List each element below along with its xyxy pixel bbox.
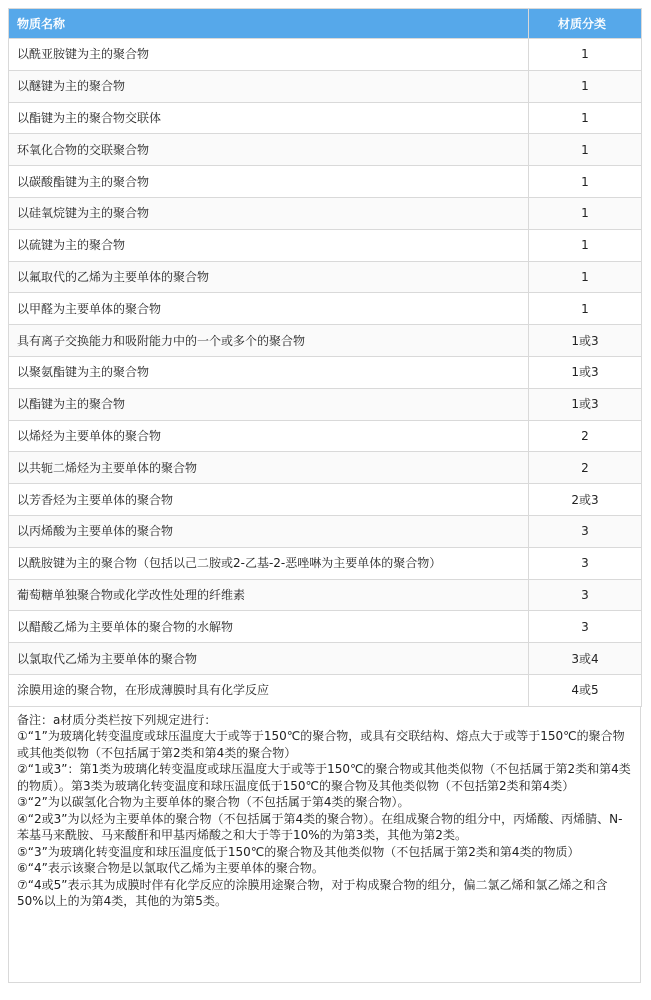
table-row bbox=[9, 293, 642, 325]
table-row bbox=[9, 611, 642, 643]
table-row bbox=[9, 197, 642, 229]
material-class-cell: 1或3 bbox=[529, 325, 642, 357]
table-row bbox=[9, 643, 642, 675]
material-classification-table bbox=[8, 8, 642, 707]
material-class-cell: 4或5 bbox=[529, 674, 642, 706]
notes-section bbox=[8, 707, 641, 983]
table-row bbox=[9, 579, 642, 611]
material-class-cell: 3或4 bbox=[529, 643, 642, 675]
notes-title: 备注：a材质分类栏按下列规定进行： bbox=[17, 712, 217, 727]
material-class-cell: 1 bbox=[529, 102, 642, 134]
table-row bbox=[9, 515, 642, 547]
note-item-6: ⑥“4”表示该聚合物是以氯取代乙烯为主要单体的聚合物。 bbox=[17, 861, 324, 876]
note-item-3: ③“2”为以碳氢化合物为主要单体的聚合物（不包括属于第4类的聚合物）。 bbox=[17, 795, 410, 810]
table-row bbox=[9, 674, 642, 706]
substance-name-cell: 以烯烃为主要单体的聚合物 bbox=[9, 420, 529, 452]
material-class-cell: 1 bbox=[529, 39, 642, 71]
note-item-5: ⑤“3”为玻璃化转变温度和球压温度低于150℃的聚合物及其他类似物（不包括属于第2类和第4类的物质） bbox=[17, 844, 580, 859]
substance-name-cell: 以氟取代的乙烯为主要单体的聚合物 bbox=[9, 261, 529, 293]
table-header-row bbox=[9, 9, 642, 39]
table-row bbox=[9, 166, 642, 198]
material-class-cell: 1 bbox=[529, 229, 642, 261]
substance-name-cell: 以酯键为主的聚合物交联体 bbox=[9, 102, 529, 134]
material-class-cell: 2或3 bbox=[529, 484, 642, 516]
header-substance-name: 物质名称 bbox=[9, 9, 529, 39]
header-material-class: 材质分类 bbox=[529, 9, 642, 39]
material-class-cell: 3 bbox=[529, 579, 642, 611]
material-class-cell: 1 bbox=[529, 134, 642, 166]
table-body bbox=[9, 39, 642, 707]
note-item-2: ②“1或3”：第1类为玻璃化转变温度或球压温度大于或等于150℃的聚合物或其他类似物（不包括属于第2类和第4类的物质）。第3类为玻璃化转变温度和球压温度低于150℃的聚合物及其他类似物（不包括第2类和第4类） bbox=[17, 762, 631, 793]
material-class-cell: 3 bbox=[529, 611, 642, 643]
substance-name-cell: 葡萄糖单独聚合物或化学改性处理的纤维素 bbox=[9, 579, 529, 611]
substance-name-cell: 以硅氧烷键为主的聚合物 bbox=[9, 197, 529, 229]
material-class-cell: 1 bbox=[529, 166, 642, 198]
substance-name-cell: 以共轭二烯烃为主要单体的聚合物 bbox=[9, 452, 529, 484]
substance-name-cell: 以碳酸酯键为主的聚合物 bbox=[9, 166, 529, 198]
material-class-cell: 3 bbox=[529, 515, 642, 547]
material-class-cell: 2 bbox=[529, 420, 642, 452]
table-row bbox=[9, 484, 642, 516]
substance-name-cell: 以甲醛为主要单体的聚合物 bbox=[9, 293, 529, 325]
substance-name-cell: 以酰亚胺键为主的聚合物 bbox=[9, 39, 529, 71]
material-class-cell: 1 bbox=[529, 70, 642, 102]
note-item-4: ④“2或3”为以烃为主要单体的聚合物（不包括属于第4类的聚合物）。在组成聚合物的组分中，丙烯酸、丙烯腈、N-苯基马来酰胺、马来酸酐和甲基丙烯酸之和大于等于10%的为第3类，其他为第2类。 bbox=[17, 811, 623, 843]
substance-name-cell: 以氯取代乙烯为主要单体的聚合物 bbox=[9, 643, 529, 675]
material-class-cell: 1或3 bbox=[529, 356, 642, 388]
material-class-cell: 1 bbox=[529, 261, 642, 293]
substance-name-cell: 以聚氨酯键为主的聚合物 bbox=[9, 356, 529, 388]
substance-name-cell: 涂膜用途的聚合物，在形成薄膜时具有化学反应 bbox=[9, 674, 529, 706]
substance-name-cell: 以酰胺键为主的聚合物（包括以己二胺或2-乙基-2-恶唑啉为主要单体的聚合物） bbox=[9, 547, 529, 579]
table-row bbox=[9, 388, 642, 420]
substance-name-cell: 以丙烯酸为主要单体的聚合物 bbox=[9, 515, 529, 547]
material-class-cell: 2 bbox=[529, 452, 642, 484]
table-row bbox=[9, 102, 642, 134]
substance-name-cell: 以芳香烃为主要单体的聚合物 bbox=[9, 484, 529, 516]
note-item-7: ⑦“4或5”表示其为成膜时伴有化学反应的涂膜用途聚合物，对于构成聚合物的组分，偏二氯乙烯和氯乙烯之和含50%以上的为第4类，其他的为第5类。 bbox=[17, 877, 608, 909]
substance-name-cell: 以醋酸乙烯为主要单体的聚合物的水解物 bbox=[9, 611, 529, 643]
table-row bbox=[9, 356, 642, 388]
material-classification-document bbox=[8, 8, 641, 983]
table-row bbox=[9, 547, 642, 579]
table-row bbox=[9, 325, 642, 357]
substance-name-cell: 以酯键为主的聚合物 bbox=[9, 388, 529, 420]
substance-name-cell: 环氧化合物的交联聚合物 bbox=[9, 134, 529, 166]
table-row bbox=[9, 70, 642, 102]
material-class-cell: 1或3 bbox=[529, 388, 642, 420]
substance-name-cell: 以醚键为主的聚合物 bbox=[9, 70, 529, 102]
table-row bbox=[9, 420, 642, 452]
note-item-1: ①“1”为玻璃化转变温度或球压温度大于或等于150℃的聚合物，或具有交联结构、熔点大于或等于150℃的聚合物或其他类似物（不包括属于第2类和第4类的聚合物） bbox=[17, 729, 625, 760]
table-row bbox=[9, 39, 642, 71]
table-row bbox=[9, 261, 642, 293]
table-row bbox=[9, 452, 642, 484]
table-row bbox=[9, 229, 642, 261]
table-row bbox=[9, 134, 642, 166]
material-class-cell: 3 bbox=[529, 547, 642, 579]
substance-name-cell: 以硫键为主的聚合物 bbox=[9, 229, 529, 261]
substance-name-cell: 具有离子交换能力和吸附能力中的一个或多个的聚合物 bbox=[9, 325, 529, 357]
material-class-cell: 1 bbox=[529, 293, 642, 325]
material-class-cell: 1 bbox=[529, 197, 642, 229]
